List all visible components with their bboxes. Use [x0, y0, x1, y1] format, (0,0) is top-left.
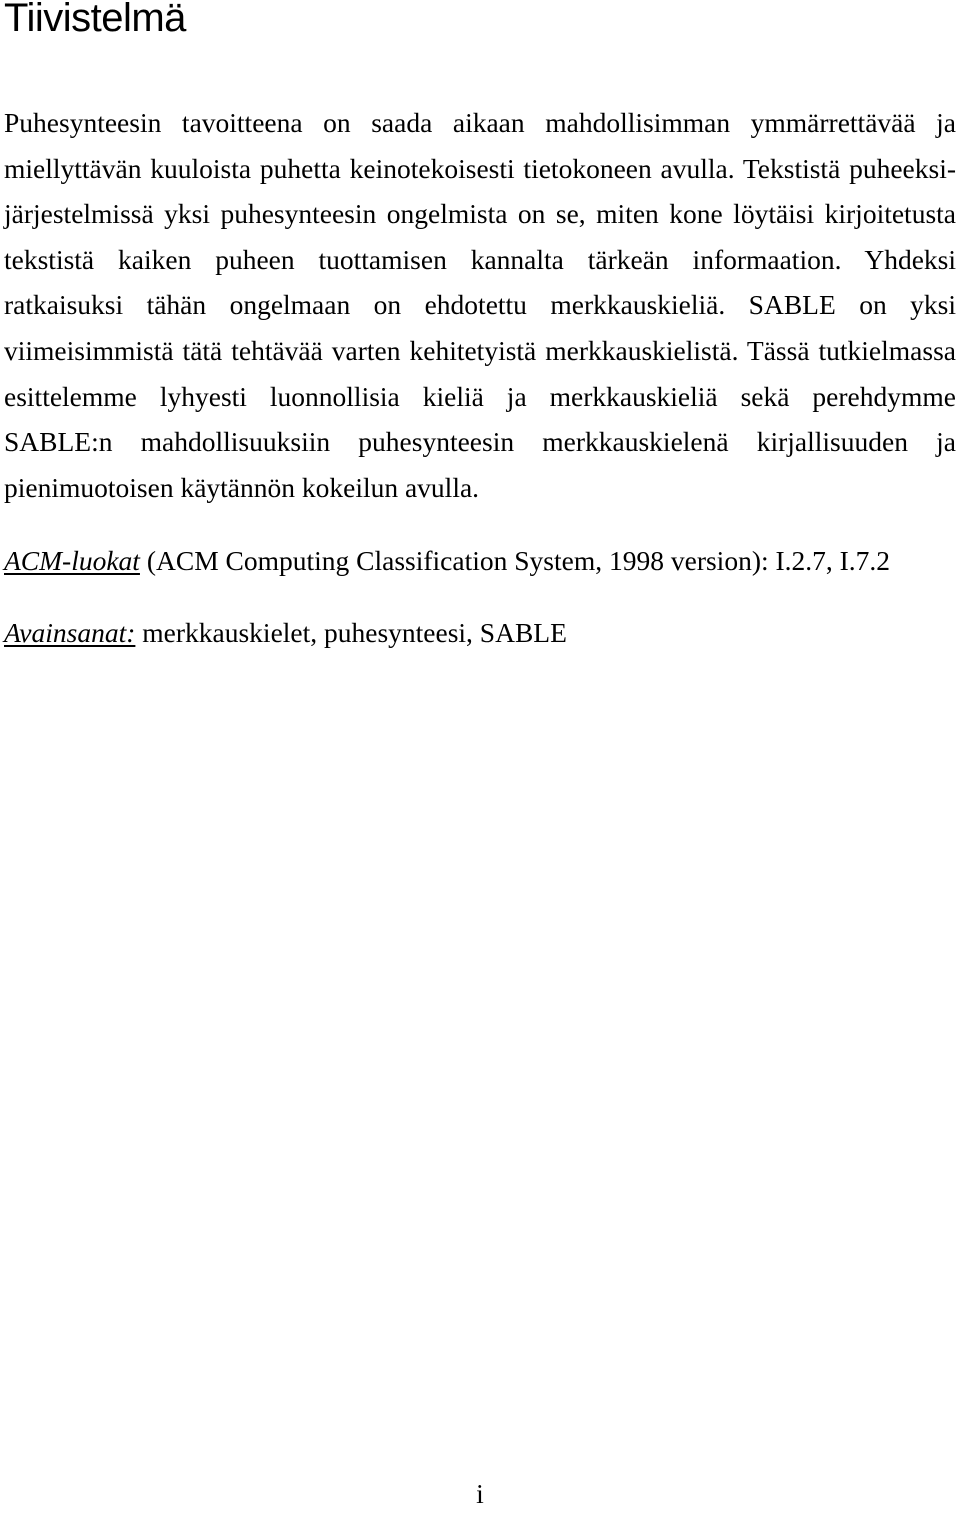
- acm-value: (ACM Computing Classification System, 1998 version): I.2.7, I.7.2: [146, 545, 891, 576]
- keywords: [4, 613, 567, 653]
- abstract-text: Puhesynteesin tavoitteena on saada aikaan mahdollisimman ymmärrettävää ja miellyttävän kuuloista puhetta keinotekoisesti tietokoneen avulla. Tekstistä puheeksi-järjestelmissä yksi puhesynteesin ongelmista on se, miten kone löytäisi kirjoitetusta tekstistä kaiken puheen tuottamisen kannalta tärkeän informaation. Yhdeksi ratkaisuksi tähän ongelmaan on ehdotettu merkkauskieliä. SABLE on yksi viimeisimmistä tätä tehtävää varten kehitetyistä merkkauskielistä. Tässä tutkielmassa esittelemme lyhyesti luonnollisia kieliä ja merkkauskieliä sekä perehdymme SABLE:n mahdollisuuksiin puhesynteesin merkkauskielenä kirjallisuuden ja pienimuotoisen käytännön kokeilun avulla.: [4, 107, 956, 503]
- acm-label: ACM-luokat: [4, 545, 140, 576]
- keywords-value: merkkauskielet, puhesynteesi, SABLE: [142, 617, 567, 648]
- acm-classification: [4, 541, 890, 581]
- keywords-label: Avainsanat:: [4, 617, 136, 648]
- page-title: Tiivistelmä: [4, 0, 186, 40]
- page-number: i: [476, 1478, 484, 1509]
